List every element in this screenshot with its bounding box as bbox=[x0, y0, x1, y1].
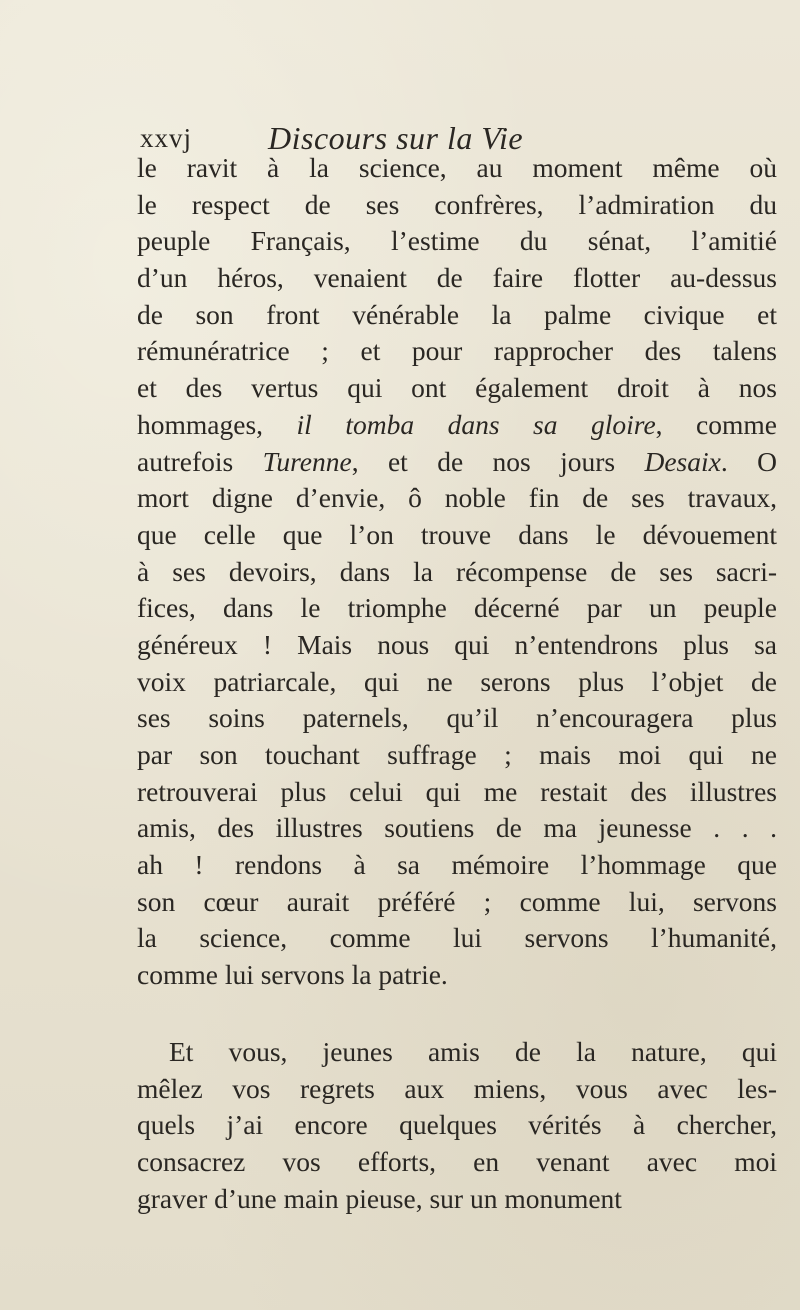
paragraph-2 bbox=[137, 1034, 777, 1217]
text-line bbox=[137, 737, 777, 774]
text-line bbox=[137, 297, 777, 334]
italic-text: il tomba dans sa gloire bbox=[296, 408, 656, 440]
text-line bbox=[137, 1034, 777, 1071]
text-line bbox=[137, 333, 777, 370]
page-number: xxvj bbox=[140, 123, 193, 153]
text-line bbox=[137, 554, 777, 591]
text-segment: la science, comme lui servons l’humanité, bbox=[137, 922, 777, 954]
text-segment: . O bbox=[720, 445, 777, 477]
text-segment: consacrez vos efforts, en venant avec moi bbox=[137, 1145, 777, 1177]
text-segment: à ses devoirs, dans la récompense de ses sacri- bbox=[137, 555, 777, 587]
text-segment: fices, dans le triomphe décerné par un peuple bbox=[137, 592, 777, 624]
text-segment: quels j’ai encore quelques vérités à chercher, bbox=[137, 1109, 777, 1141]
paragraph-gap bbox=[137, 994, 777, 1034]
text-segment: généreux ! Mais nous qui n’entendrons plus sa bbox=[137, 628, 777, 660]
text-segment: rémunératrice ; et pour rapprocher des talens bbox=[137, 335, 777, 367]
text-segment: ah ! rendons à sa mémoire l’hommage que bbox=[137, 849, 777, 881]
text-segment: le ravit à la science, au moment même où bbox=[137, 152, 777, 183]
text-segment: comme lui servons la patrie. bbox=[137, 959, 448, 991]
text-segment: mêlez vos regrets aux miens, vous avec les- bbox=[137, 1072, 777, 1104]
text-segment: hommages, bbox=[137, 408, 297, 440]
text-line bbox=[137, 480, 777, 517]
text-line bbox=[137, 444, 777, 481]
text-segment: le respect de ses confrères, l’admiration du bbox=[137, 188, 777, 220]
text-segment: retrouverai plus celui qui me restait des illustres bbox=[137, 775, 777, 807]
text-line bbox=[137, 1071, 777, 1108]
text-line bbox=[137, 627, 777, 664]
text-segment: son cœur aurait préféré ; comme lui, servons bbox=[137, 885, 777, 917]
body-text bbox=[137, 150, 777, 1217]
text-line bbox=[137, 700, 777, 737]
text-line bbox=[137, 150, 777, 187]
text-segment: et des vertus qui ont également droit à nos bbox=[137, 372, 777, 404]
text-line bbox=[137, 957, 777, 994]
text-line bbox=[137, 847, 777, 884]
text-line bbox=[137, 407, 777, 444]
text-line bbox=[137, 1181, 777, 1218]
text-segment: , et de nos jours bbox=[351, 445, 645, 477]
text-segment: voix patriarcale, qui ne serons plus l’objet de bbox=[137, 665, 777, 697]
text-line bbox=[137, 920, 777, 957]
text-segment: amis, des illustres soutiens de ma jeunesse . . . bbox=[137, 812, 777, 844]
text-line bbox=[137, 1107, 777, 1144]
text-segment: mort digne d’envie, ô noble fin de ses travaux, bbox=[137, 482, 777, 514]
text-line bbox=[137, 810, 777, 847]
text-segment: de son front vénérable la palme civique et bbox=[137, 298, 777, 330]
text-line bbox=[137, 370, 777, 407]
text-segment: peuple Français, l’estime du sénat, l’amitié bbox=[137, 225, 777, 257]
text-segment: Et vous, jeunes amis de la nature, qui bbox=[169, 1035, 777, 1067]
text-segment: autrefois bbox=[137, 445, 263, 477]
text-line bbox=[137, 187, 777, 224]
italic-text: Turenne bbox=[262, 445, 352, 477]
text-segment: ses soins paternels, qu’il n’encouragera plus bbox=[137, 702, 777, 734]
text-line bbox=[137, 590, 777, 627]
text-line bbox=[137, 517, 777, 554]
paragraph-1 bbox=[137, 150, 777, 994]
text-line bbox=[137, 664, 777, 701]
text-segment: par son touchant suffrage ; mais moi qui ne bbox=[137, 739, 777, 770]
text-line bbox=[137, 223, 777, 260]
italic-text: Desaix bbox=[644, 445, 721, 477]
text-line bbox=[137, 884, 777, 921]
text-segment: que celle que l’on trouve dans le dévouement bbox=[137, 518, 777, 550]
text-segment: , comme bbox=[655, 408, 777, 440]
text-line bbox=[137, 260, 777, 297]
text-segment: d’un héros, venaient de faire flotter au-dessus bbox=[137, 262, 777, 294]
running-title: Discours sur la Vie bbox=[268, 120, 524, 156]
text-line bbox=[137, 1144, 777, 1181]
text-line bbox=[137, 774, 777, 811]
text-segment: graver d’une main pieuse, sur un monument bbox=[137, 1182, 622, 1214]
